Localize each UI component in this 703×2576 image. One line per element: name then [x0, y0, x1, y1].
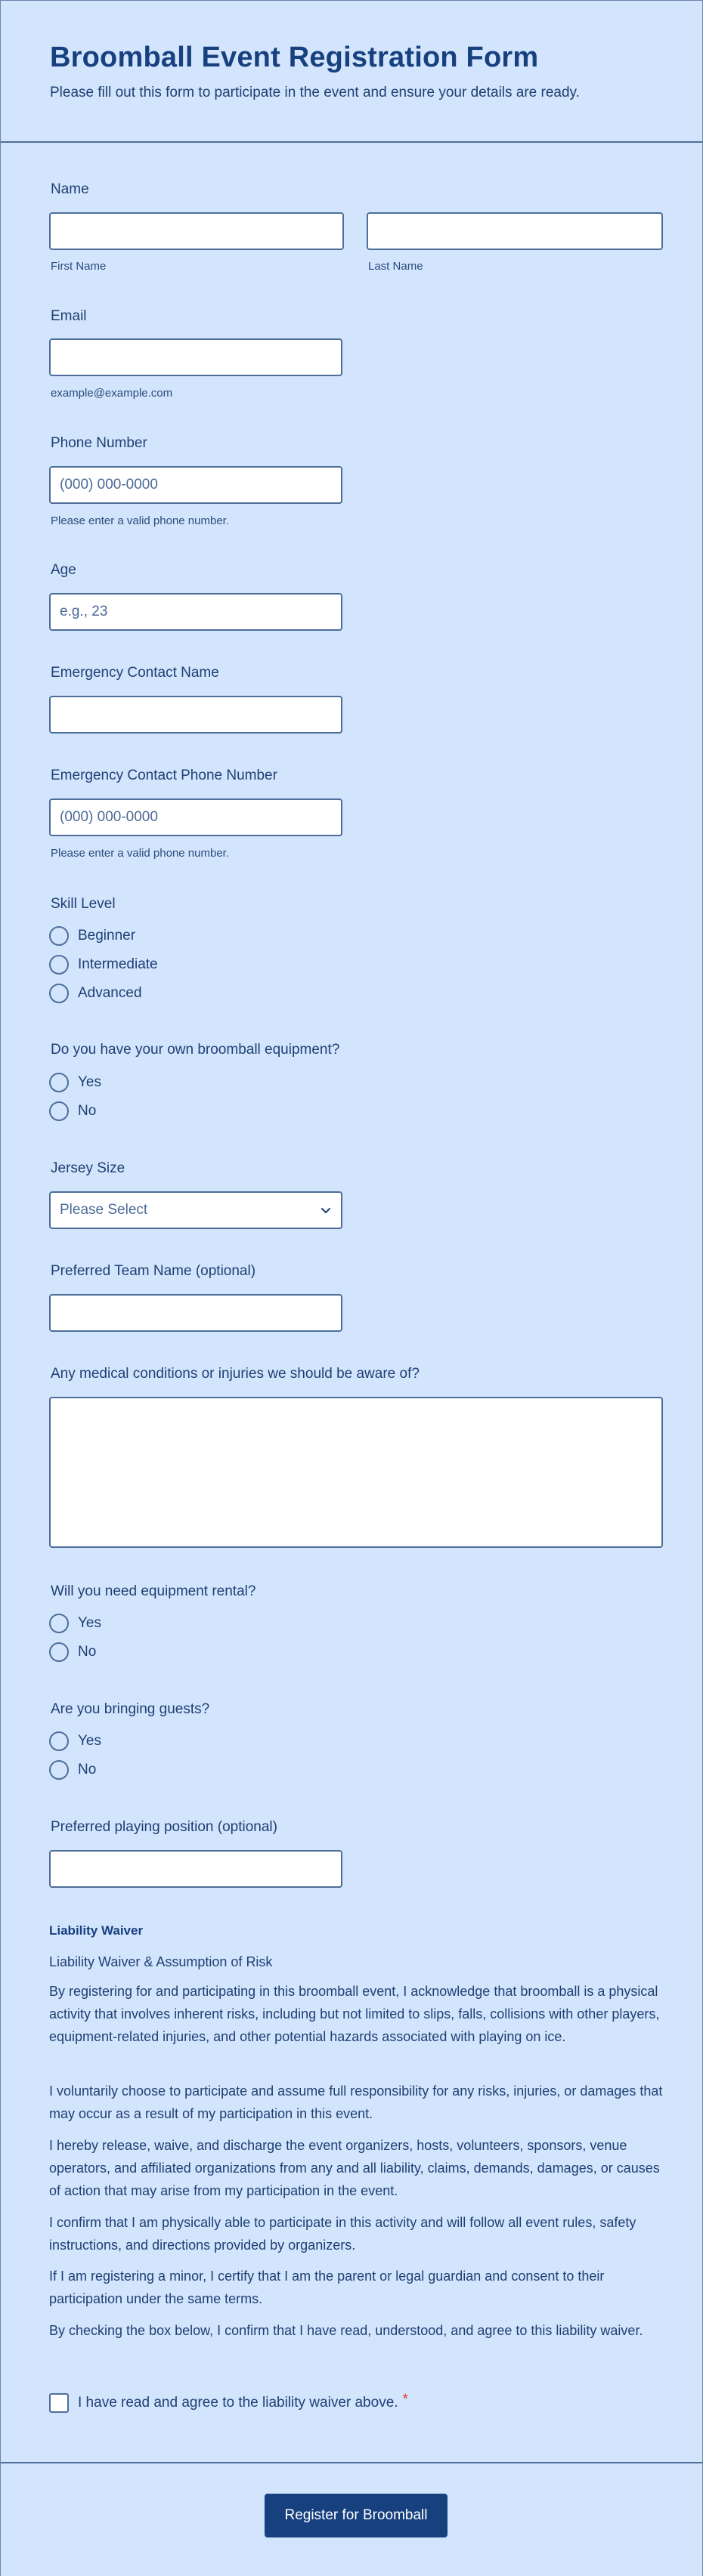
medical-conditions-textarea[interactable] — [49, 1397, 663, 1548]
skill-intermediate-option[interactable] — [49, 954, 158, 975]
radio-button[interactable] — [49, 1073, 69, 1092]
own-equipment-label: Do you have your own broomball equipment? — [51, 1042, 340, 1058]
radio-label: No — [78, 1644, 97, 1660]
emergency-contact-phone-input[interactable] — [49, 798, 342, 836]
radio-label: Beginner — [78, 928, 136, 944]
radio-label: Yes — [78, 1074, 101, 1090]
equipment-rental-no-option[interactable] — [49, 1642, 96, 1663]
phone-sublabel: Please enter a valid phone number. — [51, 514, 229, 527]
last-name-input[interactable] — [367, 212, 663, 250]
form-subtitle: Please fill out this form to participate in the event and ensure your details are ready. — [50, 85, 580, 100]
last-name-sublabel: Last Name — [368, 260, 423, 273]
register-button[interactable]: Register for Broomball — [265, 2494, 448, 2537]
radio-button[interactable] — [49, 1731, 69, 1751]
bringing-guests-label: Are you bringing guests? — [51, 1701, 210, 1717]
waiver-paragraph: If I am registering a minor, I certify that I am the parent or legal guardian and consent to their participation under the same terms. — [49, 2269, 605, 2306]
radio-button[interactable] — [49, 1101, 69, 1121]
waiver-subheading: Liability Waiver & Assumption of Risk — [49, 1954, 273, 1969]
age-label: Age — [51, 562, 76, 578]
playing-position-input[interactable] — [49, 1850, 342, 1888]
jersey-size-select[interactable] — [49, 1191, 342, 1229]
required-mark: * — [402, 2392, 408, 2408]
radio-label: Yes — [78, 1733, 101, 1749]
chevron-down-icon — [320, 1204, 332, 1216]
first-name-input[interactable] — [49, 212, 344, 250]
form-title: Broomball Event Registration Form — [50, 42, 539, 73]
radio-button[interactable] — [49, 1614, 69, 1633]
waiver-paragraph: By registering for and participating in this broomball event, I acknowledge that broomball is a physical activity that involves inherent risks, including but not limited to slips, falls, collisions with other players, equipment-related injuries, and other potential hazards associated with playing on ice. — [49, 1984, 660, 2044]
team-name-input[interactable] — [49, 1294, 342, 1332]
waiver-paragraph: I voluntarily choose to participate and assume full responsibility for any risks, injuries, or damages that may occur as a result of my participation in this event. — [49, 2083, 663, 2121]
skill-advanced-option[interactable] — [49, 983, 142, 1004]
waiver-paragraph: I hereby release, waive, and discharge the event organizers, hosts, volunteers, sponsors, venue operators, and affiliated organizations from any and all liability, claims, demands, damages, or causes of action that may arise from my participation in the event. — [49, 2138, 660, 2198]
emergency-contact-name-input[interactable] — [49, 696, 342, 734]
own-equipment-no-option[interactable] — [49, 1101, 96, 1122]
email-input[interactable] — [49, 338, 342, 376]
radio-button[interactable] — [49, 955, 69, 974]
guests-no-option[interactable] — [49, 1759, 96, 1781]
radio-label: Advanced — [78, 985, 142, 1001]
guests-yes-option[interactable] — [49, 1731, 101, 1752]
equipment-rental-yes-option[interactable] — [49, 1613, 101, 1634]
email-label: Email — [51, 308, 87, 324]
jersey-size-label: Jersey Size — [51, 1160, 125, 1176]
phone-input[interactable] — [49, 466, 342, 504]
radio-label: No — [78, 1762, 97, 1778]
waiver-agree-checkbox[interactable] — [49, 2393, 69, 2413]
playing-position-label: Preferred playing position (optional) — [51, 1819, 277, 1835]
equipment-rental-label: Will you need equipment rental? — [51, 1583, 256, 1599]
emergency-contact-phone-label: Emergency Contact Phone Number — [51, 768, 277, 783]
waiver-heading: Liability Waiver — [49, 1923, 144, 1938]
waiver-agree-row[interactable] — [49, 2392, 408, 2414]
waiver-agree-label: I have read and agree to the liability waiver above. — [78, 2395, 398, 2411]
radio-label: Intermediate — [78, 956, 158, 972]
radio-button[interactable] — [49, 1642, 69, 1662]
own-equipment-yes-option[interactable] — [49, 1072, 101, 1093]
waiver-paragraph: I confirm that I am physically able to participate in this activity and will follow all event rules, safety instructions, and directions provided by organizers. — [49, 2215, 636, 2253]
phone-label: Phone Number — [51, 435, 147, 451]
name-label: Name — [51, 181, 89, 197]
skill-level-label: Skill Level — [51, 896, 116, 912]
radio-label: No — [78, 1103, 97, 1119]
medical-conditions-label: Any medical conditions or injuries we should be aware of? — [51, 1366, 420, 1382]
skill-beginner-option[interactable] — [49, 925, 135, 947]
email-sublabel: example@example.com — [51, 387, 173, 400]
radio-button[interactable] — [49, 1760, 69, 1780]
form-header — [1, 1, 702, 143]
age-input[interactable] — [49, 593, 342, 631]
radio-button[interactable] — [49, 926, 69, 946]
jersey-size-selected: Please Select — [60, 1202, 148, 1218]
first-name-sublabel: First Name — [51, 260, 107, 273]
emergency-phone-sublabel: Please enter a valid phone number. — [51, 847, 229, 860]
team-name-label: Preferred Team Name (optional) — [51, 1263, 256, 1279]
radio-button[interactable] — [49, 984, 69, 1003]
emergency-contact-name-label: Emergency Contact Name — [51, 665, 219, 681]
radio-label: Yes — [78, 1615, 101, 1631]
waiver-paragraph: By checking the box below, I confirm that I have read, understood, and agree to this liability waiver. — [49, 2323, 643, 2338]
